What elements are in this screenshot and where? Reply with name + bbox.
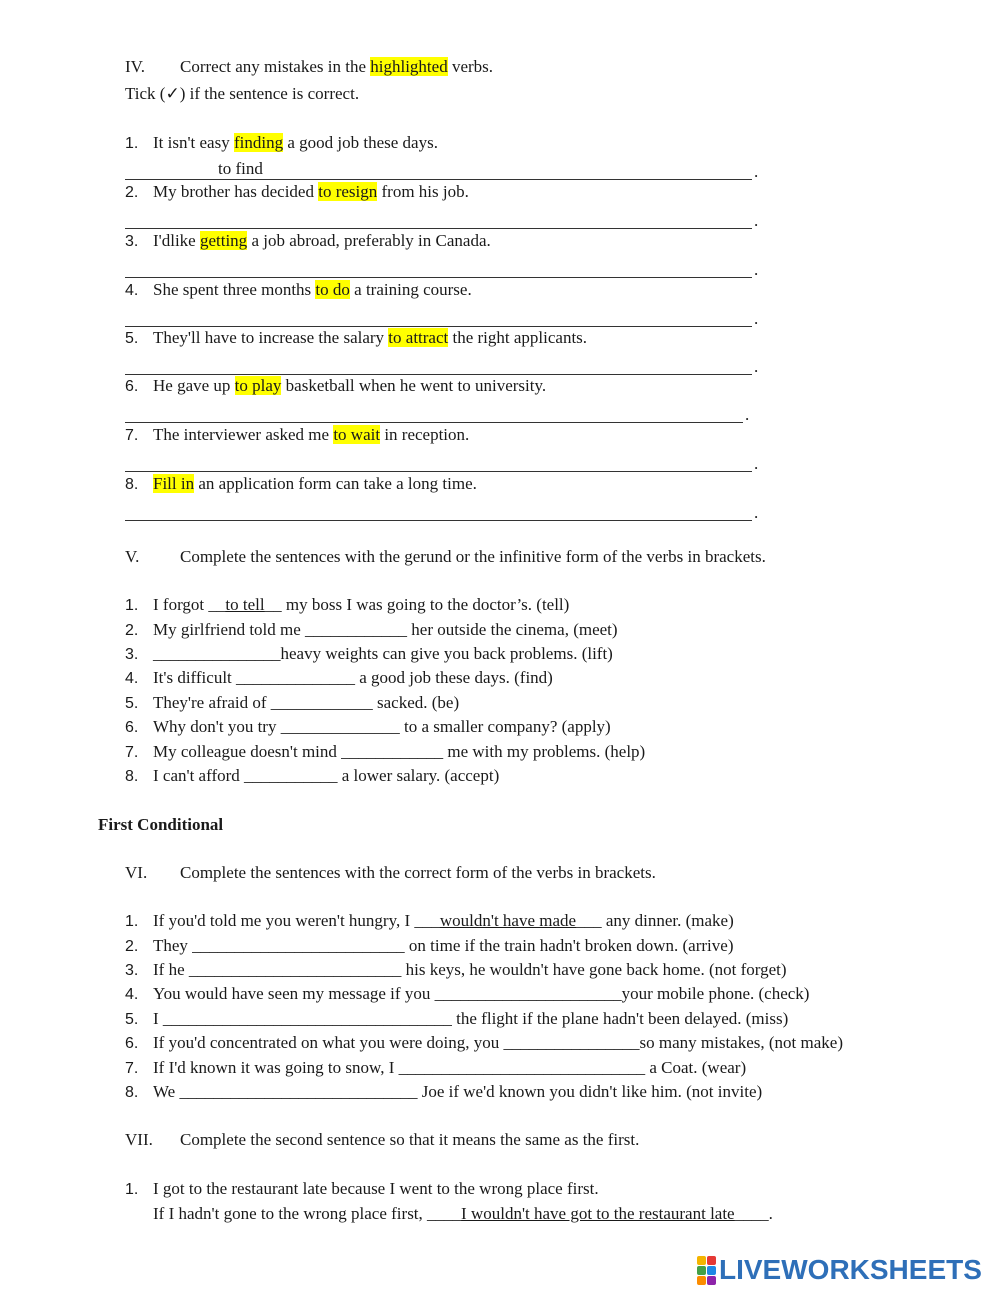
highlighted-verb: to resign (318, 182, 378, 201)
highlighted-verb: Fill in (153, 474, 195, 493)
v-item-4: 4. It's difficult ______________ a good job these days. (find) (125, 667, 553, 690)
period: . (754, 260, 759, 279)
item-number: 3. (125, 962, 139, 979)
period: . (754, 503, 759, 522)
highlighted-verb: to do (315, 280, 350, 299)
answer-line-5[interactable] (125, 353, 760, 375)
answer-rule (125, 422, 743, 423)
highlighted-verb: finding (233, 133, 284, 152)
period: . (745, 405, 750, 424)
answer-line-3[interactable] (125, 256, 760, 278)
answer-line-6[interactable] (125, 401, 751, 423)
v-item-3: 3. _______________heavy weights can give you back problems. (lift) (125, 643, 613, 666)
item-number: 8. (125, 1084, 139, 1101)
highlight-word: highlighted (370, 57, 448, 76)
iv-item-5: 5. They'll have to increase the salary to attract the right applicants. (125, 327, 587, 350)
item-number: 7. (125, 1060, 139, 1077)
item-number: 5. (125, 695, 139, 712)
item-number: 5. (125, 330, 139, 347)
roman-numeral: IV. (125, 57, 145, 76)
highlighted-verb: to attract (388, 328, 449, 347)
answer-text[interactable]: to find (218, 159, 263, 178)
v-item-5: 5. They're afraid of ____________ sacked. (be) (125, 692, 459, 715)
item-number: 3. (125, 646, 139, 663)
iv-item-4: 4. She spent three months to do a training course. (125, 279, 472, 302)
v-item-2: 2. My girlfriend told me ____________ her outside the cinema, (meet) (125, 619, 618, 642)
iv-item-7: 7. The interviewer asked me to wait in reception. (125, 424, 469, 447)
item-number: 1. (125, 135, 139, 152)
section-vi-title: VI. Complete the sentences with the correct form of the verbs in brackets. (125, 863, 656, 882)
item-number: 1. (125, 913, 139, 930)
vi-item-8: 8. We ____________________________ Joe if we'd known you didn't like him. (not invite) (125, 1081, 762, 1104)
iv-item-1: 1. It isn't easy finding a good job these days. (125, 132, 438, 155)
v-item-6: 6. Why don't you try ______________ to a smaller company? (apply) (125, 716, 611, 739)
item-number: 4. (125, 670, 139, 687)
vi-item-7: 7. If I'd known it was going to snow, I _____________________________ a Coat. (wear) (125, 1057, 746, 1080)
period: . (754, 454, 759, 473)
answer-rule (125, 471, 752, 472)
tick-instruction: Tick (✓) if the sentence is correct. (125, 84, 360, 103)
answer-rule (125, 228, 752, 229)
logo-icon (697, 1256, 716, 1285)
item-number: 4. (125, 282, 139, 299)
vi-item-3: 3. If he _________________________ his keys, he wouldn't have gone back home. (not forget) (125, 959, 787, 982)
vi-item-2: 2. They _________________________ on time if the train hadn't broken down. (arrive) (125, 935, 733, 958)
answer-line-8[interactable] (125, 499, 760, 521)
item-number: 6. (125, 719, 139, 736)
iv-item-8: 8. Fill in an application form can take a long time. (125, 473, 477, 496)
answer-field[interactable]: wouldn't have made (439, 911, 577, 930)
vi-item-4: 4. You would have seen my message if you ______________________your mobile phone. (check) (125, 983, 809, 1006)
item-number: 3. (125, 233, 139, 250)
item-number: 7. (125, 427, 139, 444)
item-number: 6. (125, 378, 139, 395)
liveworksheets-logo (697, 1253, 982, 1287)
answer-line-7[interactable] (125, 450, 760, 472)
item-number: 2. (125, 938, 139, 955)
heading-first-conditional: First Conditional (98, 815, 224, 834)
item-number: 7. (125, 744, 139, 761)
highlighted-verb: to wait (333, 425, 381, 444)
iv-item-6: 6. He gave up to play basketball when he went to university. (125, 375, 546, 398)
period: . (754, 357, 759, 376)
answer-rule (125, 277, 752, 278)
vii-item-1-line2: If I hadn't gone to the wrong place first, ____I wouldn't have got to the restaurant late____. (153, 1204, 773, 1223)
v-item-1: 1. I forgot __to tell__ my boss I was going to the doctor’s. (tell) (125, 594, 569, 617)
answer-field[interactable]: I wouldn't have got to the restaurant late (461, 1204, 735, 1223)
answer-line-1[interactable] (125, 158, 760, 180)
v-item-8: 8. I can't afford ___________ a lower salary. (accept) (125, 765, 499, 788)
item-number: 8. (125, 768, 139, 785)
highlighted-verb: to play (234, 376, 282, 395)
v-item-7: 7. My colleague doesn't mind ____________ me with my problems. (help) (125, 741, 645, 764)
iv-item-2: 2. My brother has decided to resign from his job. (125, 181, 469, 204)
answer-rule (125, 520, 752, 521)
highlighted-verb: getting (199, 231, 248, 250)
answer-line-4[interactable] (125, 305, 760, 327)
item-number: 8. (125, 476, 139, 493)
item-number: 5. (125, 1011, 139, 1028)
item-number: 1. (125, 597, 139, 614)
section-vii-title: VII. Complete the second sentence so that it means the same as the first. (125, 1130, 640, 1149)
answer-field[interactable]: to tell (225, 595, 265, 614)
vii-item-1-line1: 1. I got to the restaurant late because I went to the wrong place first. (125, 1179, 599, 1198)
item-number: 4. (125, 986, 139, 1003)
item-number: 2. (125, 184, 139, 201)
iv-item-3: 3. I'dlike getting a job abroad, preferably in Canada. (125, 230, 491, 253)
answer-line-2[interactable] (125, 207, 760, 229)
section-v-title: V. Complete the sentences with the gerund or the infinitive form of the verbs in brackets. (125, 547, 766, 566)
vi-item-5: 5. I __________________________________ the flight if the plane hadn't been delayed. (miss) (125, 1008, 788, 1031)
vi-item-1: 1. If you'd told me you weren't hungry, I ___wouldn't have made___ any dinner. (make) (125, 910, 734, 933)
answer-rule (125, 179, 752, 180)
item-number: 6. (125, 1035, 139, 1052)
period: . (754, 211, 759, 230)
vi-item-6: 6. If you'd concentrated on what you were doing, you ________________so many mistakes, (not make) (125, 1032, 843, 1055)
item-number: 2. (125, 622, 139, 639)
logo-text: LIVEWORKSHEETS (719, 1254, 982, 1285)
section-iv-title: IV. Correct any mistakes in the highlighted verbs. (125, 57, 494, 76)
period: . (754, 162, 759, 181)
period: . (754, 309, 759, 328)
